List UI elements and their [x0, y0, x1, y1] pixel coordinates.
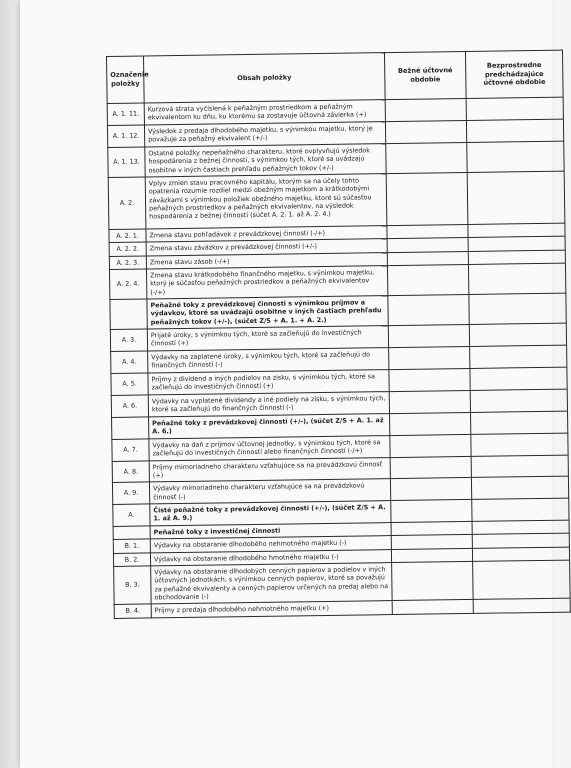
row-previous-value	[466, 119, 563, 142]
row-code: A. 2. 2.	[109, 242, 146, 256]
row-code: A. 3.	[110, 329, 147, 351]
row-previous-value	[471, 433, 568, 456]
row-description: Zmena stavu zásob (-/+)	[146, 252, 387, 269]
row-description: Výdavky na obstaranie dlhodobých cenných papierov a podielov v iných účtovných jednotkách, s výnimkou cenných papierov, ktoré sa považujú za peňažné ekvivalenty a cenných papierov určených na predaj alebo na obchodovanie (-)	[151, 562, 393, 604]
row-description: Výdavky na obstaranie dlhodobého hmotného majetku (-)	[150, 549, 391, 566]
row-code: B. 2.	[113, 553, 150, 567]
row-current-value	[390, 478, 471, 501]
row-description: Čisté peňažné toky z prevádzkovej činnosti (+/-), (súčet Z/S + A. 1. až A. 9.)	[150, 501, 391, 526]
row-current-value	[389, 368, 470, 391]
row-current-value	[389, 390, 470, 413]
row-code: A. 1. 13.	[108, 147, 145, 178]
row-code: B. 4.	[114, 604, 151, 618]
row-previous-value	[473, 598, 570, 613]
row-description: Zmena stavu záväzkov z prevádzkovej činnosti (+/-)	[146, 239, 387, 256]
row-current-value	[387, 251, 468, 265]
row-current-value	[392, 600, 473, 614]
row-previous-value	[473, 560, 571, 600]
row-description: Výsledok z predaja dlhodobého majetku, s výnimkou majetku, ktorý je považuje za peňažný ekvivalent (+/-)	[144, 122, 385, 147]
row-current-value	[390, 434, 471, 457]
row-current-value	[388, 324, 469, 347]
row-description: Peňažné toky z prevádzkovej činnosti (+/-), (súčet Z/S + A. 1. až A. 6.)	[149, 413, 390, 438]
row-code: A. 2.	[108, 177, 146, 230]
row-description: Kurzová strata vyčíslená k peňažným prostriedkom a peňažným ekvivalentom ku dňu, ku ktorému sa zostavuje účtovná závierka (+)	[144, 100, 385, 125]
row-code: A. 9.	[112, 482, 149, 504]
row-previous-value	[472, 498, 569, 521]
row-description: Výdavky na vyplatené dividendy a iné podiely na zisku, s výnimkou tých, ktoré sa začleňujú do finančných činností (-)	[148, 391, 389, 416]
row-code: A. 6.	[111, 395, 148, 418]
row-previous-value	[468, 236, 565, 251]
table-header-row	[107, 50, 564, 103]
row-code: A. 4.	[111, 351, 148, 374]
row-current-value	[386, 172, 468, 225]
row-code: B. 1.	[113, 539, 150, 553]
row-description: Výdavky na obstaranie dlhodobého nehmotného majetku (-)	[150, 536, 391, 553]
row-previous-value	[468, 250, 565, 265]
row-description: Ostatné položky nepeňažného charakteru, ktoré ovplyvňujú výsledok hospodárenia z bežnej činnosti, s výnimkou tých, ktoré sa uvádzajú osobitne v iných častiach prehľadu peňažných tokov (+/-)	[145, 144, 386, 177]
row-code: A. 5.	[111, 373, 148, 396]
row-description: Príjmy z predaja dlhodobého nehmotného majetku (+)	[151, 601, 392, 618]
row-code: A.	[113, 504, 150, 527]
row-code: A. 2. 4.	[109, 269, 146, 299]
cash-flow-table	[106, 50, 571, 619]
row-previous-value	[470, 389, 567, 412]
row-code: B. 3.	[114, 566, 152, 605]
row-description: Prijaté úroky, s výnimkou tých, ktoré sa začleňujú do investičných činností (+)	[147, 326, 388, 351]
header-current-period: Bežné účtovné obdobie	[384, 51, 466, 99]
row-current-value	[390, 456, 471, 479]
table-body	[107, 97, 570, 618]
table-row	[114, 560, 570, 605]
row-current-value	[385, 98, 466, 121]
row-current-value	[385, 120, 466, 143]
row-description: Výdavky na zaplatené úroky, s výnimkou tých, ktoré sa začleňujú do finančných činností (-)	[148, 347, 389, 372]
row-current-value	[391, 548, 472, 562]
row-current-value	[387, 224, 468, 238]
header-description: Obsah položky	[144, 53, 386, 103]
row-previous-value	[468, 263, 565, 294]
header-previous-period: Bezprostredne predchádzajúce účtovné obdobie	[465, 50, 563, 98]
row-current-value	[390, 412, 471, 435]
cash-flow-table-wrapper	[106, 50, 571, 619]
row-description: Vplyv zmien stavu pracovného kapitálu, ktorým sa na účely tohto opatrenia rozumie rozdiel medzi obežným majetkom a krátkodobými záväzkami s výnimkou položiek obežného majetku, ktoré sú súčasťou peňažných prostriedkov a peňažných ekvivalentov, na výsledok hospodárenia z bežnej činnosti (súčet A. 2. 1. až A. 2. 4.)	[145, 174, 387, 229]
row-previous-value	[471, 455, 568, 478]
row-code: A. 2. 1.	[109, 229, 146, 243]
row-current-value	[392, 561, 474, 600]
row-code	[110, 299, 147, 330]
row-current-value	[389, 346, 470, 369]
row-code: A. 1. 12.	[107, 125, 144, 148]
row-code: A. 8.	[112, 461, 149, 483]
row-description: Zmena stavu pohľadávok z prevádzkovej činnosti (-/+)	[146, 226, 387, 243]
row-current-value	[386, 142, 467, 173]
row-current-value	[391, 521, 472, 535]
row-previous-value	[472, 547, 569, 562]
row-previous-value	[472, 520, 569, 535]
header-code: Označenie položky	[107, 56, 145, 104]
table-row	[108, 171, 565, 229]
row-code	[113, 526, 150, 540]
row-previous-value	[469, 293, 566, 324]
row-current-value	[387, 264, 468, 295]
row-description: Výdavky na daň z príjmov účtovnej jednotky, s výnimkou tých, ktoré sa začleňujú do investičných činností alebo finančných činností (-/+)	[149, 435, 390, 460]
document-page	[20, 0, 552, 768]
row-code	[112, 417, 149, 440]
row-previous-value	[467, 171, 565, 224]
row-description: Peňažné toky z investičnej činnosti	[150, 523, 391, 540]
row-previous-value	[471, 411, 568, 434]
row-previous-value	[471, 476, 568, 499]
row-previous-value	[466, 97, 563, 120]
row-current-value	[387, 238, 468, 252]
row-description: Príjmy mimoriadneho charakteru vzťahujúce sa na prevádzkovú činnosť (+)	[149, 457, 390, 482]
row-code: A. 2. 3.	[109, 256, 146, 270]
row-description: Zmena stavu krátkodobého finančného majetku, s výnimkou majetku, ktorý je súčasťou peňažných prostriedkov a peňažných ekvivalentov (-/+)	[146, 266, 387, 299]
row-description: Výdavky mimoriadneho charakteru vzťahujúce sa na prevádzkovú činnosť (-)	[149, 479, 390, 504]
row-previous-value	[467, 141, 564, 172]
row-current-value	[388, 294, 469, 325]
row-description: Príjmy z dividend a iných podielov na zisku, s výnimkou tých, ktoré sa začleňujú do investičných činností (+)	[148, 369, 389, 394]
row-previous-value	[470, 345, 567, 368]
row-previous-value	[470, 367, 567, 390]
row-current-value	[391, 535, 472, 549]
row-previous-value	[468, 223, 565, 238]
row-previous-value	[472, 533, 569, 548]
row-code: A. 1. 11.	[107, 103, 144, 126]
row-description: Peňažné toky z prevádzkovej činnosti s výnimkou príjmov a výdavkov, ktoré sa uvádzajú osobitne v iných častiach prehľadu peňažných tokov (+/-), (súčet Z/S + A. 1. + A. 2.)	[147, 296, 388, 329]
row-previous-value	[469, 323, 566, 346]
row-code: A. 7.	[112, 439, 149, 462]
row-current-value	[391, 499, 472, 522]
